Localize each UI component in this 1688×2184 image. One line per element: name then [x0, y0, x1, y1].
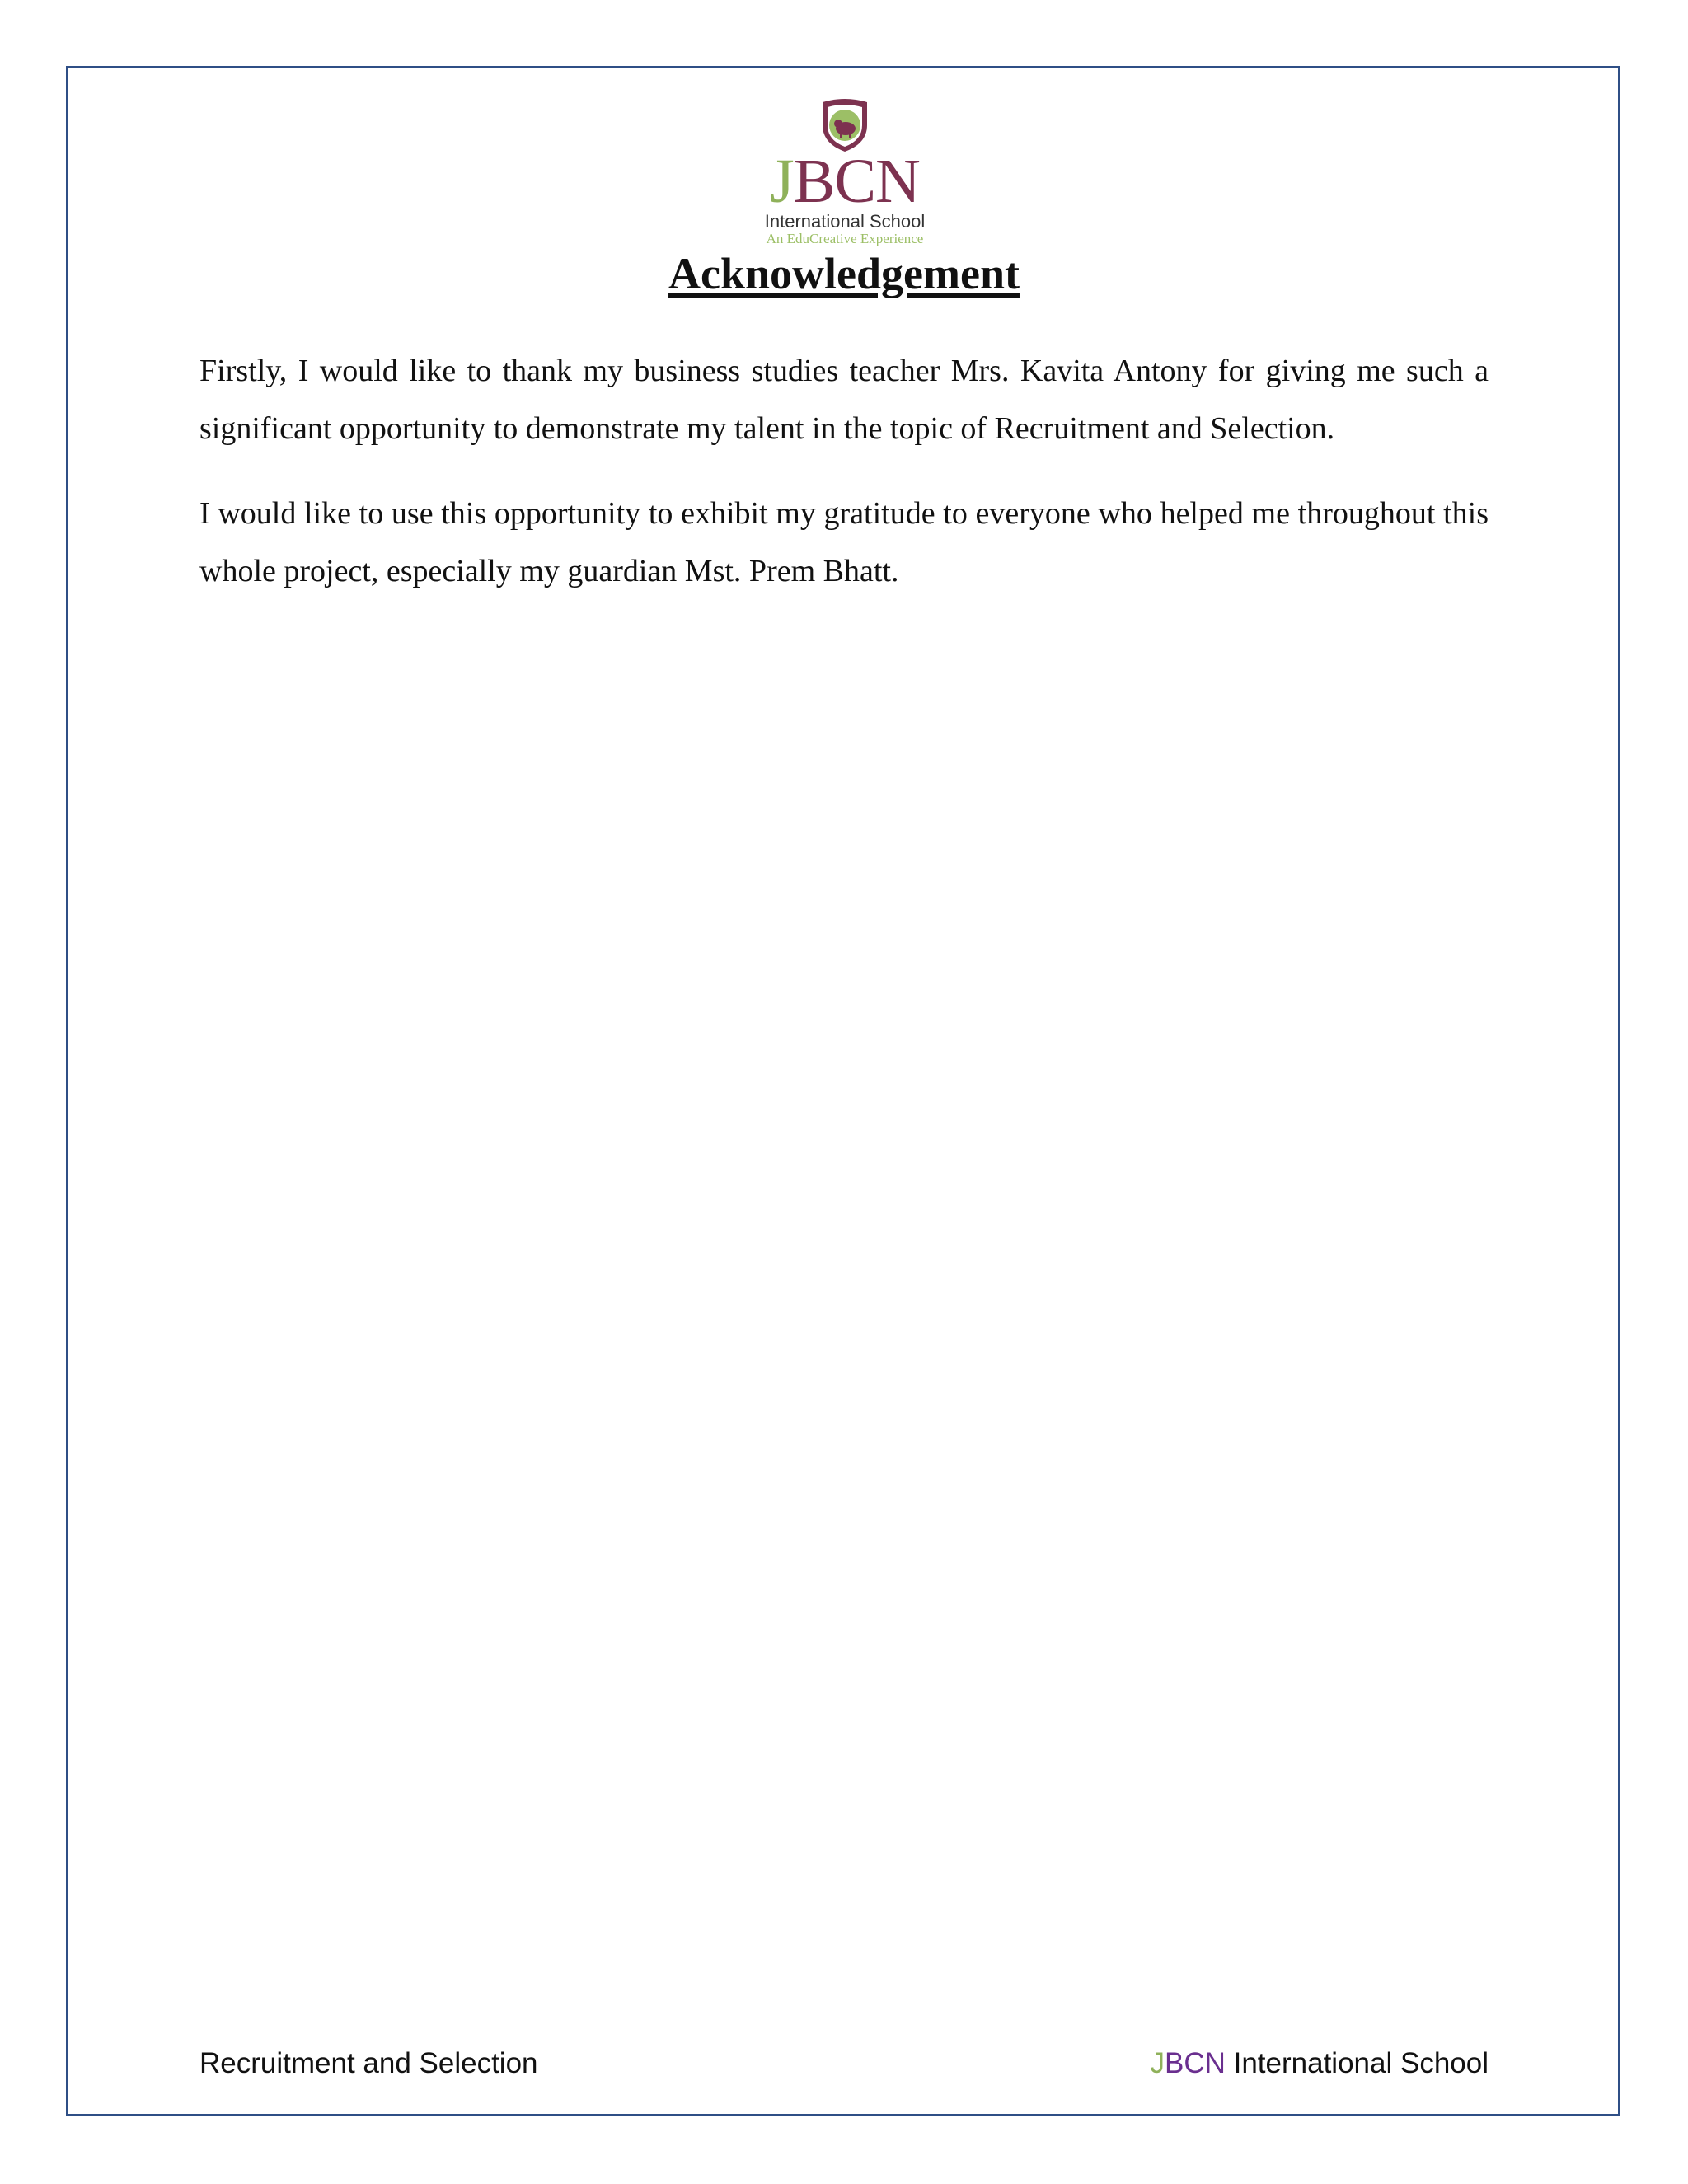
logo-wordmark	[746, 148, 944, 214]
logo-letters-bcn: BCN	[793, 147, 920, 216]
logo-letter-j: J	[770, 147, 794, 216]
paragraph-2: I would like to use this opportunity to exhibit my gratitude to everyone who helped me throughout this whole project, especially my guardian Mst. Prem Bhatt.	[199, 496, 1489, 588]
page-title: Acknowledgement	[668, 249, 1020, 298]
footer-letter-j: J	[1150, 2047, 1165, 2079]
logo-subtitle: International School	[764, 211, 926, 232]
paragraph-1: Firstly, I would like to thank my business studies teacher Mrs. Kavita Antony for giving me such a significant opportunity to demonstrate my talent in the topic of Recruitment and Selection.	[199, 354, 1489, 446]
footer-school-name: International School	[1225, 2047, 1489, 2079]
logo-tagline: An EduCreative Experience	[766, 231, 924, 246]
crest-shield-icon	[816, 97, 874, 153]
footer-letters-bcn: BCN	[1164, 2047, 1226, 2079]
school-logo	[746, 97, 944, 251]
footer-right-text	[1150, 2046, 1489, 2082]
footer-left-text: Recruitment and Selection	[199, 2047, 538, 2079]
